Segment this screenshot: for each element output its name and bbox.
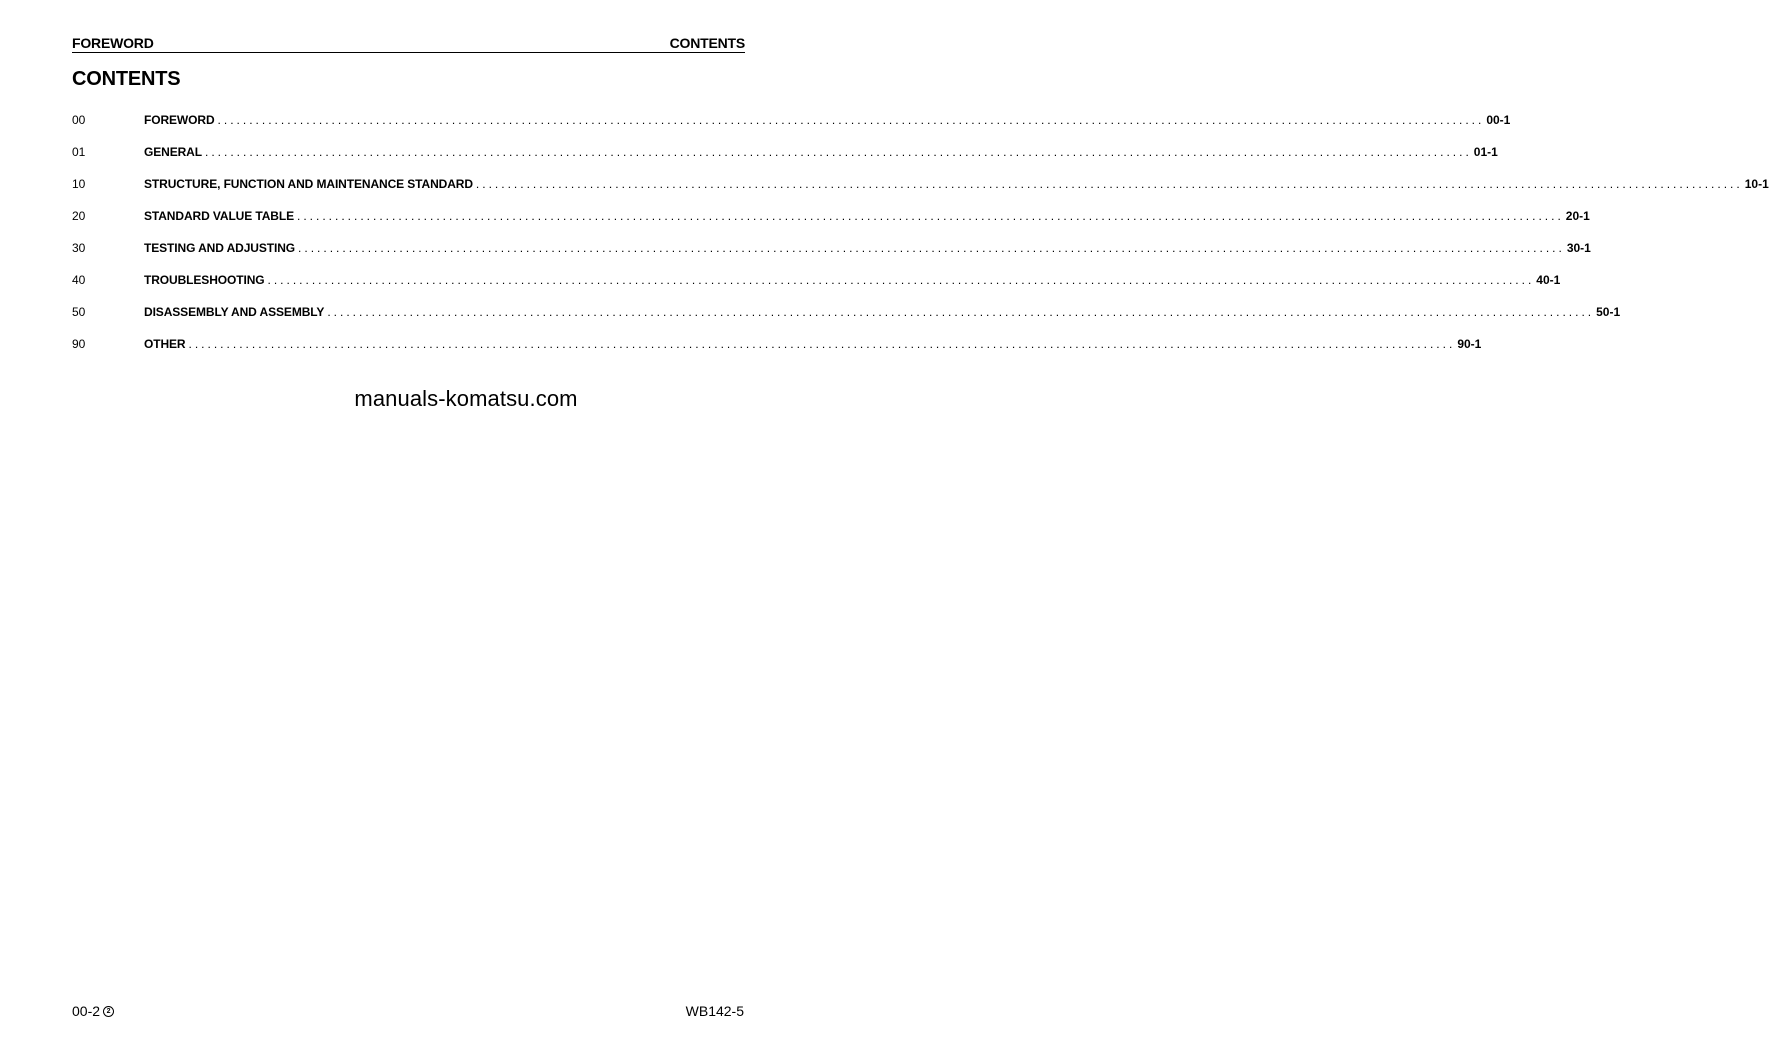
toc-section-number: 10 — [72, 177, 86, 191]
dot-leader: ........................................................................................................................................................................................................ — [204, 145, 1472, 159]
dot-leader: ........................................................................................................................................................................................................ — [297, 209, 1564, 223]
toc-row-00[interactable] — [72, 111, 1511, 143]
dot-leader: ........................................................................................................................................................................................................ — [475, 177, 1743, 191]
toc-row-20[interactable] — [72, 207, 1590, 239]
table-of-contents — [72, 111, 1769, 367]
toc-section-title[interactable]: OTHER — [144, 337, 186, 351]
dot-leader: ........................................................................................................................................................................................................ — [188, 337, 1456, 351]
toc-section-number: 30 — [72, 241, 86, 255]
toc-row-01[interactable] — [72, 143, 1498, 175]
toc-section-title[interactable]: FOREWORD — [144, 113, 215, 127]
toc-section-number: 40 — [72, 273, 86, 287]
toc-row-30[interactable] — [72, 239, 1591, 271]
toc-page-number[interactable]: 30-1 — [1566, 241, 1591, 255]
dot-leader: ........................................................................................................................................................................................................ — [298, 241, 1565, 255]
toc-page-number[interactable]: 00-1 — [1486, 113, 1511, 127]
footer-page-number: 00-2 — [72, 1003, 101, 1019]
toc-page-number[interactable]: 50-1 — [1596, 305, 1621, 319]
dot-leader: ........................................................................................................................................................................................................ — [217, 113, 1485, 127]
toc-page-number[interactable]: 90-1 — [1457, 337, 1482, 351]
watermark-text: manuals-komatsu.com — [354, 386, 578, 411]
footer-model-number: WB142-5 — [685, 1003, 744, 1019]
toc-page-number[interactable]: 20-1 — [1565, 209, 1590, 223]
revision-circle-icon: 2 — [103, 1006, 114, 1017]
toc-page-number[interactable]: 01-1 — [1473, 145, 1498, 159]
footer-page-info — [72, 1003, 114, 1019]
toc-section-number: 90 — [72, 337, 86, 351]
toc-section-number: 20 — [72, 209, 86, 223]
toc-page-number[interactable]: 10-1 — [1744, 177, 1769, 191]
toc-section-number: 00 — [72, 113, 86, 127]
toc-section-title[interactable]: TROUBLESHOOTING — [144, 273, 265, 287]
toc-section-title[interactable]: GENERAL — [144, 145, 202, 159]
toc-section-number: 50 — [72, 305, 86, 319]
page-title: CONTENTS — [72, 68, 181, 90]
header-page-title: CONTENTS — [669, 35, 745, 51]
toc-row-90[interactable] — [72, 335, 1482, 367]
toc-row-40[interactable] — [72, 271, 1561, 303]
toc-section-number: 01 — [72, 145, 86, 159]
toc-section-title[interactable]: STRUCTURE, FUNCTION AND MAINTENANCE STANDARD — [144, 177, 473, 191]
running-header — [72, 34, 745, 53]
toc-row-50[interactable] — [72, 303, 1621, 335]
header-section-title: FOREWORD — [72, 35, 154, 51]
dot-leader: ........................................................................................................................................................................................................ — [267, 273, 1535, 287]
toc-section-title[interactable]: STANDARD VALUE TABLE — [144, 209, 294, 223]
toc-page-number[interactable]: 40-1 — [1536, 273, 1561, 287]
toc-section-title[interactable]: DISASSEMBLY AND ASSEMBLY — [144, 305, 325, 319]
toc-row-10[interactable] — [72, 175, 1769, 207]
toc-section-title[interactable]: TESTING AND ADJUSTING — [144, 241, 296, 255]
dot-leader: ........................................................................................................................................................................................................ — [327, 305, 1595, 319]
